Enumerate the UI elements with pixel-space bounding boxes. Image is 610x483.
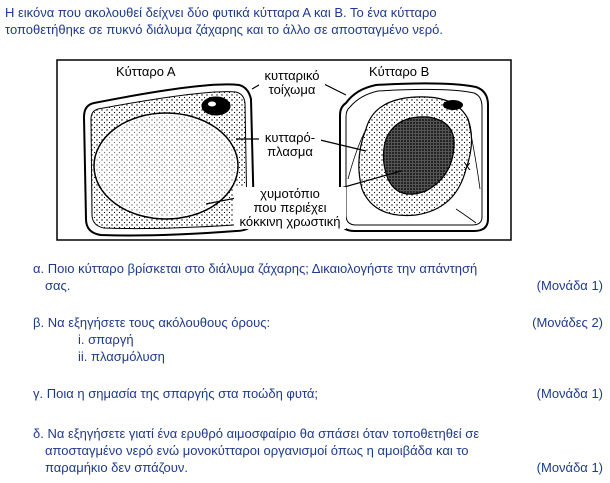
label-cell-wall-line-2: τοίχωμα [268, 82, 316, 97]
cell-a-nucleus [202, 97, 230, 115]
intro-line-2: τοποθετήθηκε σε πυκνό διάλυμα ζάχαρης και το άλλο σε αποσταγμένο νερό. [5, 22, 443, 37]
question-b-marks: (Μονάδες 2) [532, 315, 603, 330]
question-d-marks: (Μονάδα 1) [536, 460, 603, 475]
cell-b-title: Κύτταρο Β [369, 64, 430, 79]
question-a-marks: (Μονάδα 1) [536, 278, 603, 293]
question-a [33, 260, 603, 294]
question-d-line-1: δ. Να εξηγήσετε γιατί ένα ερυθρό αιμοσφαίριο θα σπάσει όταν τοποθετηθεί σε [33, 426, 480, 441]
question-a-line-1: α. Ποιο κύτταρο βρίσκεται στο διάλυμα ζάχαρης; Δικαιολογήστε την απάντησή [33, 261, 478, 276]
label-cytoplasm-line-1: κυτταρό- [264, 130, 316, 145]
question-a-line-2: σας. [45, 278, 71, 293]
label-vacuole-line-1: χυμοτόπιο [260, 186, 320, 201]
question-b [33, 314, 603, 365]
question-d-line-3: παραμήκιο δεν σπάζουν. [45, 460, 188, 475]
question-c-line-1: γ. Ποια η σημασία της σπαργής στα ποώδη φυτά; [33, 386, 319, 401]
intro-line-1: Η εικόνα που ακολουθεί δείχνει δύο φυτικά κύτταρα Α και Β. Το ένα κύτταρο [5, 5, 437, 20]
intro-paragraph [5, 4, 605, 38]
label-cytoplasm-line-2: πλασμα [267, 144, 313, 159]
cell-b-x-mark: x [464, 158, 471, 173]
question-b-line-1: β. Να εξηγήσετε τους ακόλουθους όρους: [33, 315, 271, 330]
question-b-item-2: ii. πλασμόλυση [78, 349, 165, 364]
label-vacuole-line-2: που περιέχει [253, 200, 327, 215]
question-d-line-2: αποσταγμένο νερό ενώ μονοκύτταροι οργανισμοί όπως η αμοιβάδα και το [45, 443, 469, 458]
label-vacuole-line-3: κόκκινη χρωστική [239, 214, 341, 229]
cell-b-nucleus [443, 100, 463, 110]
cell-a [84, 84, 254, 235]
cell-a-title: Κύτταρο Α [116, 64, 176, 79]
label-vacuole [234, 187, 346, 229]
label-cell-wall [259, 69, 325, 97]
question-d [33, 425, 603, 476]
cells-figure [56, 59, 512, 241]
question-b-item-1: i. σπαργή [78, 332, 134, 347]
question-c [33, 385, 603, 402]
question-c-marks: (Μονάδα 1) [536, 386, 603, 401]
label-cell-wall-line-1: κυτταρικό [264, 68, 320, 83]
label-cytoplasm [259, 131, 321, 159]
